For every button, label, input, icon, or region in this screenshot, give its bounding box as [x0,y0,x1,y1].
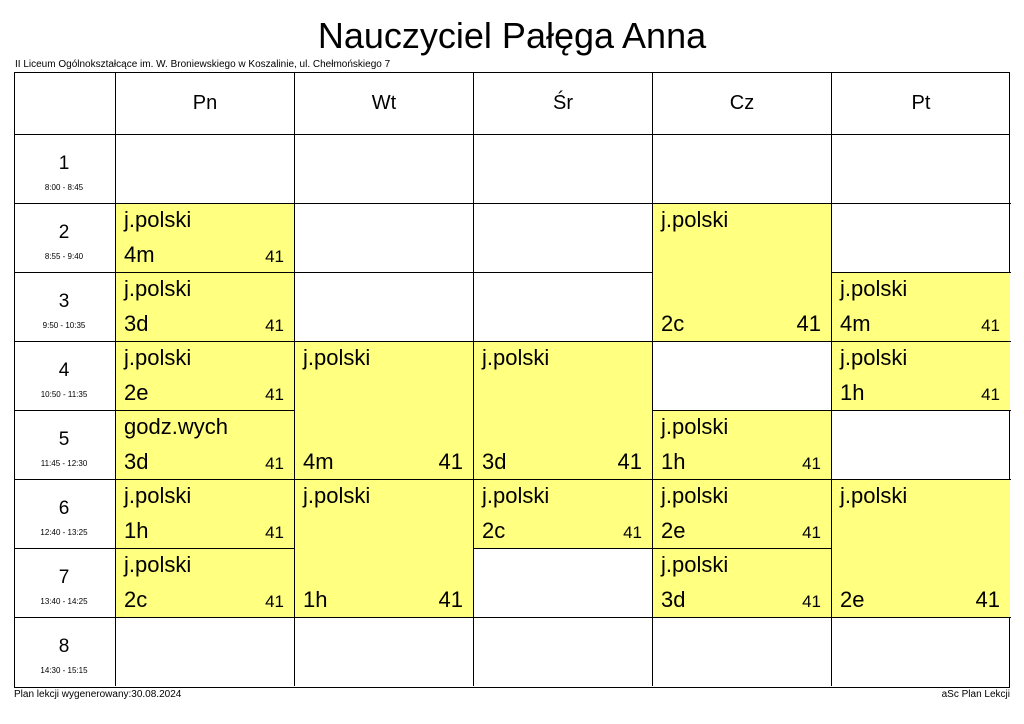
grid-line-horizontal [115,272,295,273]
period-number: 4 [58,360,70,381]
grid-line-horizontal [473,272,653,273]
grid-line-horizontal [294,272,474,273]
lesson-block[interactable] [116,204,294,272]
lesson-subject: j.polski [124,207,192,232]
lesson-subject: j.polski [661,207,729,232]
grid-line-horizontal [115,341,295,342]
lesson-class: 3d [124,311,149,336]
lesson-room: 41 [981,316,1000,335]
grid-line-horizontal [652,410,832,411]
lesson-block[interactable] [832,273,1010,341]
lesson-block[interactable] [653,204,831,341]
lesson-room: 41 [981,385,1000,404]
lesson-subject: godz.wych [124,414,228,439]
lesson-class: 2e [840,587,865,612]
lesson-room: 41 [623,523,642,542]
school-name: II Liceum Ogólnokształcące im. W. Broniewskiego w Koszalinie, ul. Chełmońskiego 7 [15,59,391,70]
lesson-class: 3d [482,449,507,474]
period-label [14,273,114,341]
period-label [14,618,114,686]
lesson-subject: j.polski [482,483,550,508]
lesson-block[interactable] [832,480,1010,617]
lesson-block[interactable] [116,480,294,548]
lesson-room: 41 [438,587,463,612]
lesson-subject: j.polski [124,483,192,508]
generated-date: Plan lekcji wygenerowany:30.08.2024 [14,689,182,700]
grid-line-horizontal [831,410,1011,411]
lesson-subject: j.polski [840,345,908,370]
day-header: Pn [192,92,218,114]
lesson-subject: j.polski [840,276,908,301]
lesson-subject: j.polski [840,483,908,508]
lesson-room: 41 [438,449,463,474]
period-number: 6 [58,498,70,519]
grid-line-horizontal [294,341,474,342]
period-time: 12:40 - 13:25 [40,528,88,537]
lesson-class: 2c [482,518,506,543]
grid-line-vertical [473,73,474,686]
grid-line-vertical [294,73,295,686]
timetable-grid [14,72,1010,688]
period-label [14,411,114,479]
lesson-block[interactable] [653,549,831,617]
period-label [14,135,114,203]
grid-line-vertical [652,73,653,686]
lesson-class: 4m [124,242,155,267]
grid-line-horizontal [115,617,295,618]
grid-line-horizontal [652,341,832,342]
lesson-room: 41 [265,385,284,404]
period-number: 3 [58,291,70,312]
grid-line-vertical [831,73,832,686]
lesson-block[interactable] [116,411,294,479]
grid-line-horizontal [115,203,295,204]
lesson-block[interactable] [116,342,294,410]
lesson-subject: j.polski [482,345,550,370]
lesson-room: 41 [802,454,821,473]
period-time: 14:30 - 15:15 [40,666,88,675]
lesson-block[interactable] [116,273,294,341]
lesson-room: 41 [265,454,284,473]
lesson-class: 3d [661,587,686,612]
period-time: 9:50 - 10:35 [42,321,86,330]
period-number: 1 [58,153,70,174]
period-number: 2 [58,222,70,243]
grid-line-horizontal [831,479,1011,480]
lesson-room: 41 [802,592,821,611]
grid-line-horizontal [473,341,653,342]
period-time: 13:40 - 14:25 [40,597,88,606]
grid-line-horizontal [652,203,832,204]
period-time: 11:45 - 12:30 [40,459,88,468]
lesson-block[interactable] [116,549,294,617]
grid-line-horizontal [294,617,474,618]
period-label [14,204,114,272]
lesson-class: 1h [303,587,328,612]
lesson-subject: j.polski [303,483,371,508]
lesson-block[interactable] [653,480,831,548]
grid-line-horizontal [473,548,653,549]
grid-line-horizontal [831,272,1011,273]
grid-line-horizontal [294,479,474,480]
grid-line-horizontal [652,479,832,480]
grid-line-horizontal [652,617,832,618]
lesson-class: 2c [124,587,148,612]
lesson-class: 1h [661,449,686,474]
grid-line-horizontal [115,479,295,480]
grid-line-horizontal [831,203,1011,204]
grid-line-horizontal [831,341,1011,342]
lesson-subject: j.polski [661,483,729,508]
grid-line-horizontal [473,479,653,480]
grid-line-vertical [115,73,116,686]
lesson-class: 4m [840,311,871,336]
lesson-block[interactable] [474,480,652,548]
software-credit: aSc Plan Lekcji [941,689,1010,700]
lesson-subject: j.polski [661,552,729,577]
period-number: 8 [58,636,70,657]
lesson-class: 2e [661,518,686,543]
period-number: 5 [58,429,70,450]
lesson-block[interactable] [474,342,652,479]
day-header: Cz [729,92,755,114]
lesson-room: 41 [796,311,821,336]
day-header: Pt [911,92,931,114]
lesson-subject: j.polski [303,345,371,370]
lesson-room: 41 [265,592,284,611]
lesson-class: 1h [124,518,149,543]
page-title: Nauczyciel Pałęga Anna [317,15,707,56]
grid-line-horizontal [115,548,295,549]
grid-line-horizontal [473,617,653,618]
grid-line-horizontal [294,203,474,204]
grid-line-horizontal [115,410,295,411]
period-label [14,480,114,548]
lesson-room: 41 [617,449,642,474]
lesson-class: 1h [840,380,865,405]
lesson-room: 41 [265,316,284,335]
period-label [14,549,114,617]
grid-line-horizontal [831,617,1011,618]
lesson-class: 2e [124,380,149,405]
period-time: 8:55 - 9:40 [44,252,84,261]
lesson-subject: j.polski [661,414,729,439]
lesson-block[interactable] [832,342,1010,410]
period-time: 10:50 - 11:35 [40,390,88,399]
lesson-room: 41 [265,247,284,266]
lesson-block[interactable] [295,480,473,617]
lesson-subject: j.polski [124,276,192,301]
period-time: 8:00 - 8:45 [44,183,84,192]
lesson-class: 3d [124,449,149,474]
period-number: 7 [58,567,70,588]
lesson-block[interactable] [295,342,473,479]
lesson-subject: j.polski [124,345,192,370]
lesson-room: 41 [265,523,284,542]
day-header: Śr [553,92,573,114]
lesson-class: 2c [661,311,685,336]
grid-line-header [15,134,1010,135]
period-label [14,342,114,410]
lesson-subject: j.polski [124,552,192,577]
lesson-class: 4m [303,449,334,474]
lesson-room: 41 [975,587,1000,612]
grid-line-horizontal [652,548,832,549]
lesson-room: 41 [802,523,821,542]
lesson-block[interactable] [653,411,831,479]
day-header: Wt [371,92,397,114]
grid-line-horizontal [473,203,653,204]
